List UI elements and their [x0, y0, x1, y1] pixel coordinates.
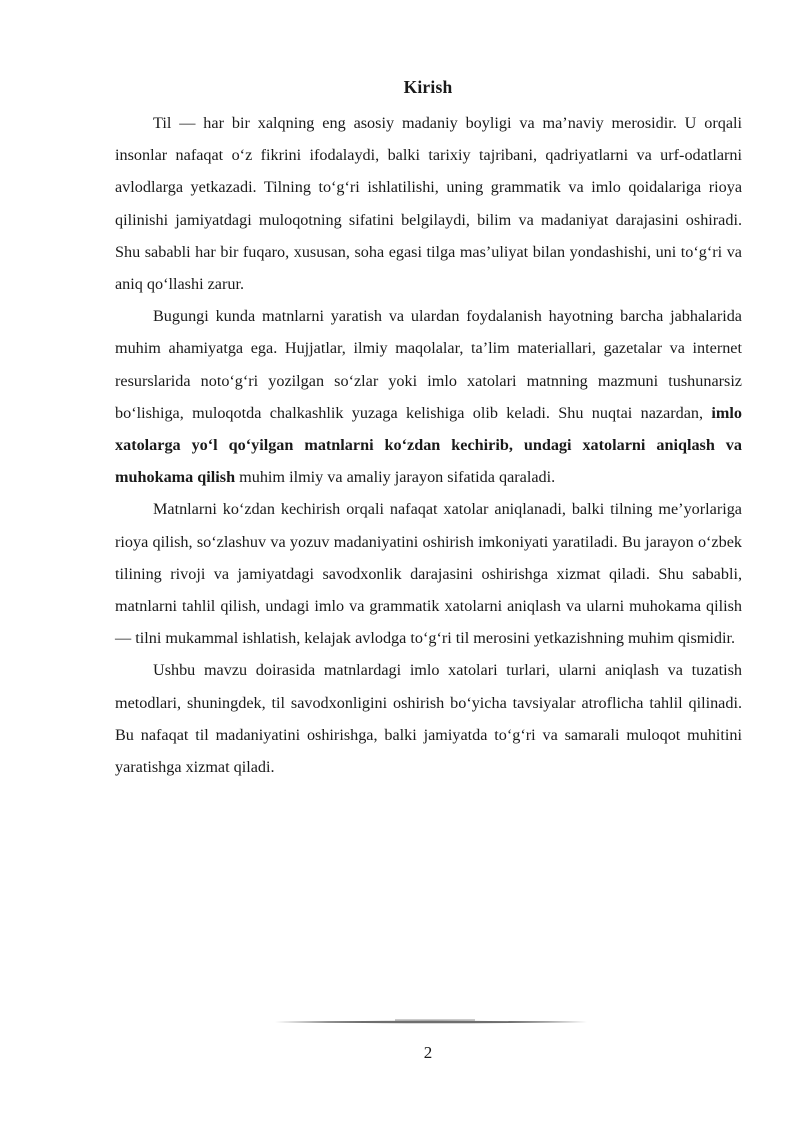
- paragraph-3: Matnlarni ko‘zdan kechirish orqali nafaqat xatolar aniqlanadi, balki tilning me’yorlariga rioya qilish, so‘zlashuv va yozuv madaniyatini oshirish imkoniyati yaratiladi. Bu jarayon o‘zbek tilining rivoji va jamiyatdagi savodxonlik darajasini oshirishga xizmat qiladi. Shu sababli, matnlarni tahlil qilish, undagi imlo va grammatik xatolarni aniqlash va ularni muhokama qilish — tilni mukammal ishlatish, kelajak avlodga to‘g‘ri til merosini yetkazishning muhim qismidir.: [115, 500, 742, 648]
- paragraph-2: [115, 300, 742, 493]
- paragraph-1: Til — har bir xalqning eng asosiy madaniy boyligi va ma’naviy merosidir. U orqali insonlar nafaqat o‘z fikrini ifodalaydi, balki tarixiy tajribani, qadriyatlarni va urf-odatlarni avlodlarga yetkazadi. Tilning to‘g‘ri ishlatilishi, uning grammatik va imlo qoidalariga rioya qilinishi jamiyatdagi muloqotning sifatini belgilaydi, bilim va madaniyat darajasini oshiradi. Shu sababli har bir fuqaro, xususan, soha egasi tilga mas’uliyat bilan yondashishi, uni to‘g‘ri va aniq qo‘llashi zarur.: [115, 114, 742, 294]
- page-heading: Kirish: [403, 77, 453, 97]
- paragraph-2-bold-phrase: imlo xatolarga yo‘l qo‘yilgan matnlarni ko‘zdan kechirib, undagi xatolarni aniqlash va muhokama qilish: [115, 403, 742, 487]
- paragraph-4: Ushbu mavzu doirasida matnlardagi imlo xatolari turlari, ularni aniqlash va tuzatish metodlari, shuningdek, til savodxonligini oshirish bo‘yicha tavsiyalar atroflicha tahlil qilinadi. Bu nafaqat til madaniyatini oshirishga, balki jamiyatda to‘g‘ri va samarali muloqot muhitini yaratishga xizmat qiladi.: [115, 661, 742, 777]
- footer-divider: [275, 1018, 587, 1026]
- paragraph-2-text-end: muhim ilmiy va amaliy jarayon sifatida qaraladi.: [235, 468, 556, 487]
- document-body: [115, 107, 742, 783]
- paragraph-2-text-start: Bugungi kunda matnlarni yaratish va ulardan foydalanish hayotning barcha jabhalarida muhim ahamiyatga ega. Hujjatlar, ilmiy maqolalar, ta’lim materiallari, gazetalar va internet resurslarida noto‘g‘ri yozilgan so‘zlar yoki imlo xatolari matnning mazmuni tushunarsiz bo‘lishiga, muloqotda chalkashlik yuzaga kelishiga olib keladi. Shu nuqtai nazardan,: [115, 307, 742, 422]
- page-number: 2: [423, 1043, 433, 1062]
